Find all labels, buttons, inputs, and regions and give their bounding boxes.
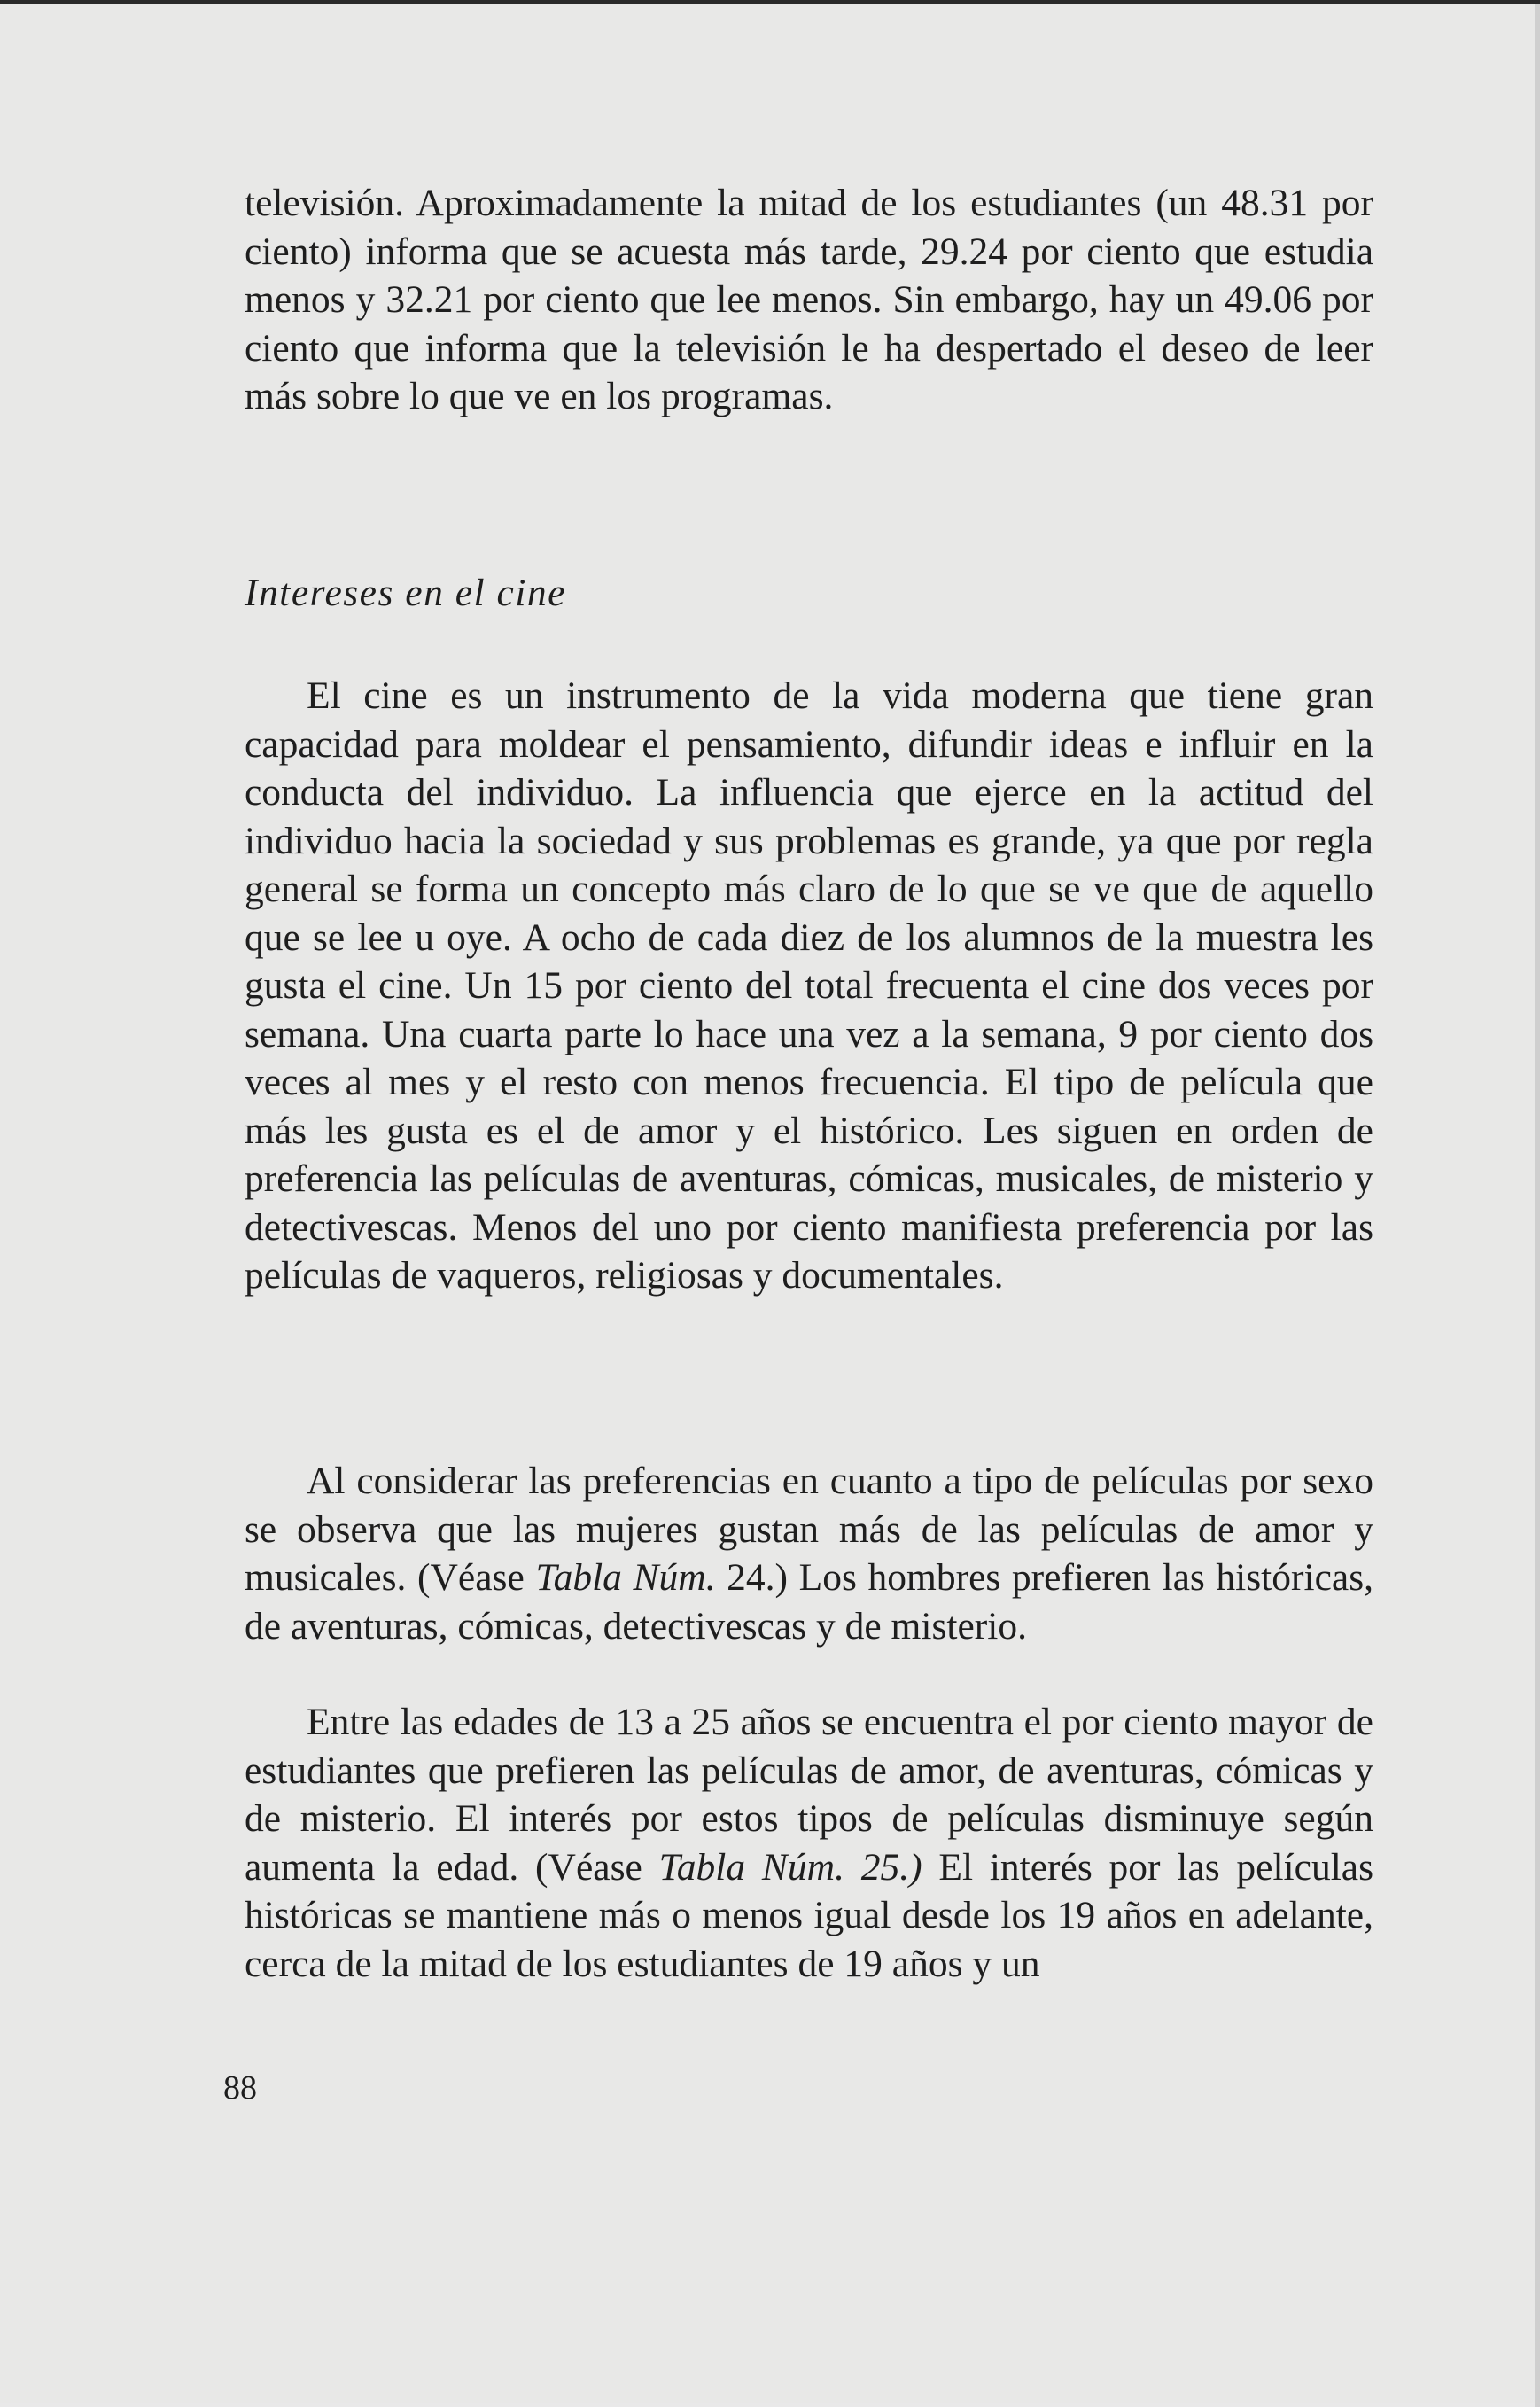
paragraph-text [245,1457,1373,1650]
paragraph-text: El cine es un instrumento de la vida moderna que tiene gran capacidad para moldear el pensamiento, difundir ideas e influir en la conducta del individuo. La influencia que ejerce en la actitud del individuo hacia la sociedad y sus problemas es grande, ya que por regla general se forma un concepto más claro de lo que se ve que de aquello que se lee u oye. A ocho de cada diez de los alumnos de la muestra les gusta el cine. Un 15 por ciento del total frecuenta el cine dos veces por semana. Una cuarta parte lo hace una vez a la semana, 9 por ciento dos veces al mes y el resto con menos frecuencia. El tipo de película que más les gusta es el de amor y el histórico. Les siguen en orden de preferencia las películas de aventuras, cómicas, musicales, de misterio y detectivescas. Menos del uno por ciento manifiesta preferencia por las películas de vaqueros, religiosas y documentales. [245,674,1373,1297]
table-reference: Tabla Núm. 25.) [658,1845,922,1889]
paragraph-television [245,179,1373,421]
paragraph-text [245,1698,1373,1988]
table-reference: Tabla Núm. [535,1556,716,1599]
section-heading: Intereses en el cine [245,572,566,614]
paragraph-text-part: 24.) Los hombres prefieren las históricas, de aventuras, cómicas, detectivescas y de misterio. [245,1556,1373,1648]
paragraph-text-part: El interés por las películas históricas se mantiene más o menos igual desde los 19 años en adelante, cerca de la mitad de los estudiantes de 19 años y un [245,1845,1374,1985]
paragraph-edades [245,1698,1373,1988]
page-edge [1535,4,1540,2407]
paragraph-text-part: Al considerar las preferencias en cuanto a tipo de películas por sexo se observa que las mujeres gustan más de las películas de amor y musicales. (Véase [245,1460,1373,1599]
paragraph-text: televisión. Aproximadamente la mitad de los estudiantes (un 48.31 por ciento) informa que se acuesta más tarde, 29.24 por ciento que estudia menos y 32.21 por ciento que lee menos. Sin embargo, hay un 49.06 por ciento que informa que la televisión le ha despertado el deseo de leer más sobre lo que ve en los programas. [245,182,1373,417]
paragraph-cine-intro [245,672,1373,1300]
paragraph-preferencias-sexo [245,1457,1373,1650]
paragraph-text-part: Entre las edades de 13 a 25 años se encuentra el por ciento mayor de estudiantes que prefieren las películas de amor, de aventuras, cómicas y de misterio. El interés por estos tipos de películas disminuye según aumenta la edad. (Véase [245,1701,1373,1889]
page-number: 88 [223,2069,257,2107]
